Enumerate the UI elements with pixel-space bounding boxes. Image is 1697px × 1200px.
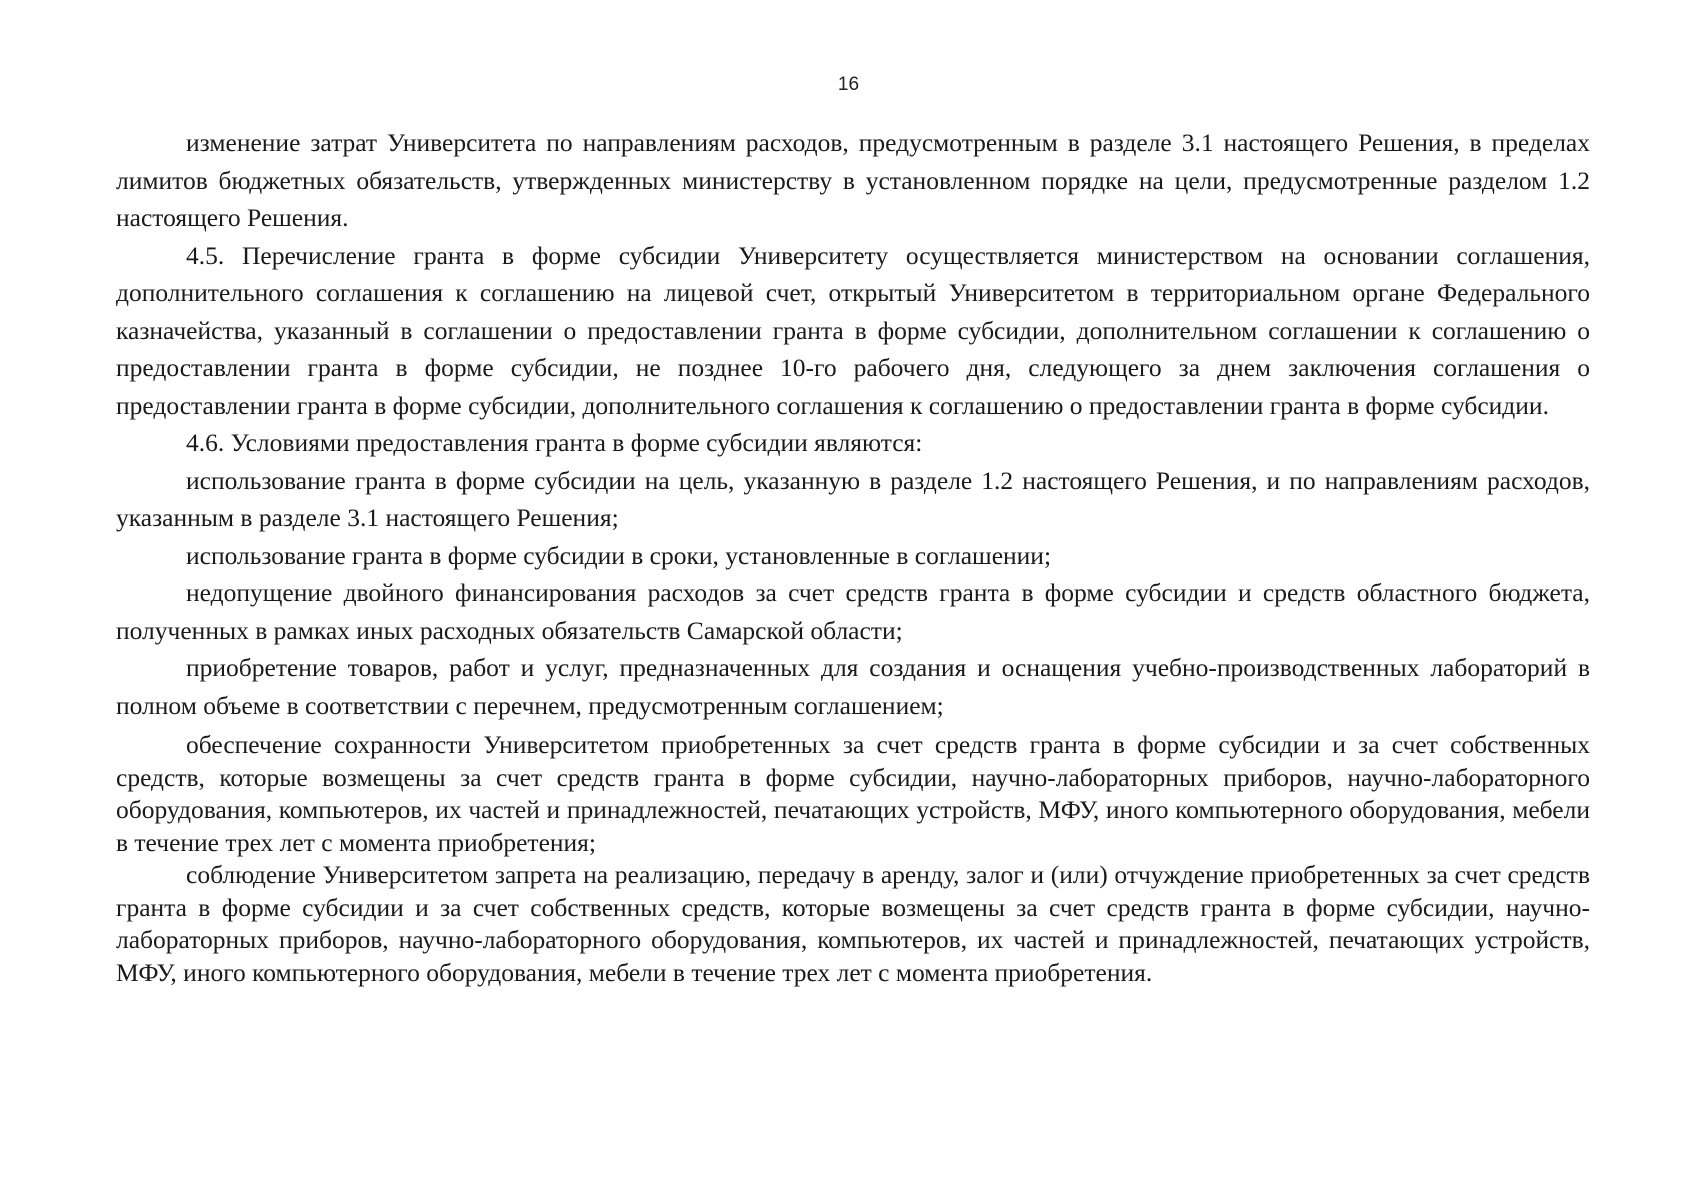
paragraph-condition-terms: использование гранта в форме субсидии в сроки, установленные в соглашении;	[186, 540, 1052, 570]
paragraph-condition-purpose: использование гранта в форме субсидии на цель, указанную в разделе 1.2 настоящего Решения, и по направлениям расходов, указанным в разделе 3.1 настоящего Решения;	[116, 465, 1590, 532]
paragraph-4-5-transfer: 4.5. Перечисление гранта в форме субсидии Университету осуществляется министерством на основании соглашения, дополнительного соглашения к соглашению на лицевой счет, открытый Университетом в территориальном органе Федерального казначейства, указанный в соглашении о предоставлении гранта в форме субсидии, дополнительном соглашении к соглашению о предоставлении гранта в форме субсидии, не позднее 10-го рабочего дня, следующего за днем заключения соглашения о предоставлении гранта в форме субсидии, дополнительного соглашения к соглашению о предоставлении гранта в форме субсидии.	[116, 240, 1590, 420]
paragraph-condition-no-double-funding: недопущение двойного финансирования расходов за счет средств гранта в форме субсидии и средств областного бюджета, полученных в рамках иных расходных обязательств Самарской области;	[116, 578, 1590, 645]
page-number: 16	[837, 74, 860, 95]
document-body	[116, 124, 1590, 989]
paragraph-4-6-conditions: 4.6. Условиями предоставления гранта в форме субсидии являются:	[186, 428, 923, 457]
paragraph-condition-safekeeping: обеспечение сохранности Университетом приобретенных за счет средств гранта в форме субсидии и за счет собственных средств, которые возмещены за счет средств гранта в форме субсидии, научно-лабораторных приборов, научно-лабораторного оборудования, компьютеров, их частей и принадлежностей, печатающих устройств, МФУ, иного компьютерного оборудования, мебели в течение трех лет с момента приобретения;	[116, 730, 1590, 857]
paragraph-budget-limits: изменение затрат Университета по направлениям расходов, предусмотренным в разделе 3.1 настоящего Решения, в пределах лимитов бюджетных обязательств, утвержденных министерству в установленном порядке на цели, предусмотренные разделом 1.2 настоящего Решения.	[116, 128, 1590, 232]
paragraph-condition-procurement: приобретение товаров, работ и услуг, предназначенных для создания и оснащения учебно-производственных лабораторий в полном объеме в соответствии с перечнем, предусмотренным соглашением;	[116, 653, 1590, 720]
paragraph-condition-no-alienation: соблюдение Университетом запрета на реализацию, передачу в аренду, залог и (или) отчуждение приобретенных за счет средств гранта в форме субсидии и за счет собственных средств, которые возмещены за счет средств гранта в форме субсидии, научно-лабораторных приборов, научно-лабораторного оборудования, компьютеров, их частей и принадлежностей, печатающих устройств, МФУ, иного компьютерного оборудования, мебели в течение трех лет с момента приобретения.	[116, 860, 1590, 987]
